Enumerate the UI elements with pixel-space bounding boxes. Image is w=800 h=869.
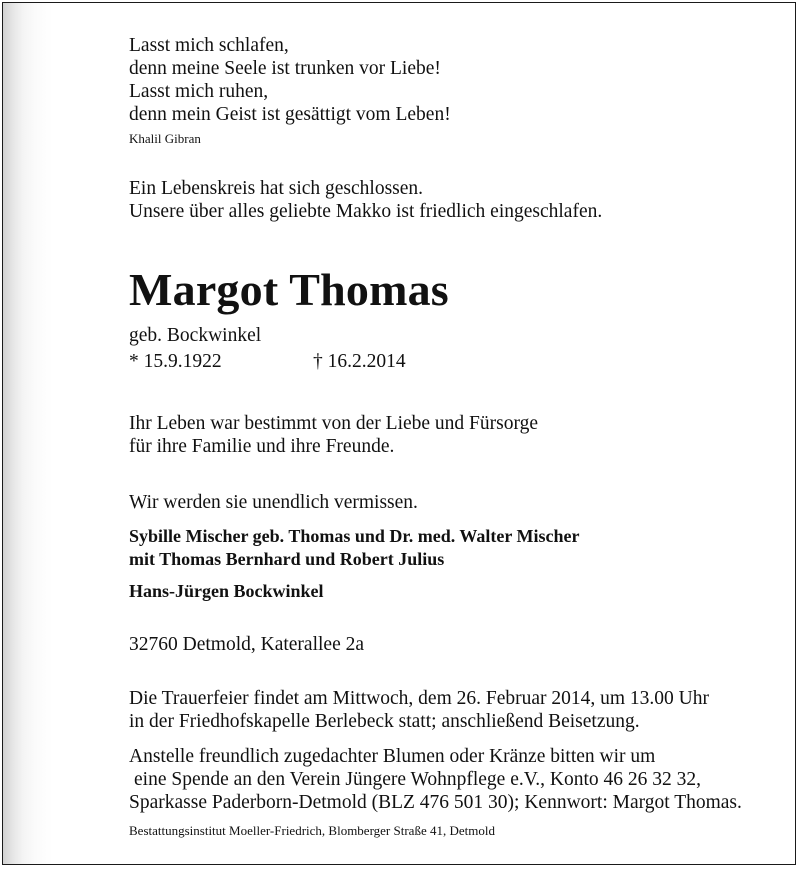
maiden-name: geb. Bockwinkel — [129, 325, 262, 346]
poem-line: denn mein Geist ist gesättigt vom Leben! — [129, 104, 451, 125]
funeral-line: Die Trauerfeier findet am Mittwoch, dem 26. Februar 2014, um 13.00 Uhr — [129, 688, 710, 709]
poem-author: Khalil Gibran — [129, 131, 201, 146]
death-date: † 16.2.2014 — [313, 351, 406, 372]
address: 32760 Detmold, Katerallee 2a — [129, 634, 364, 655]
poem-line: Lasst mich ruhen, — [129, 81, 269, 102]
mourner-line: Sybille Mischer geb. Thomas und Dr. med. Walter Mischer — [129, 526, 580, 546]
life-line: Ihr Leben war bestimmt von der Liebe und Fürsorge — [129, 413, 539, 434]
obituary-notice — [2, 2, 796, 865]
funeral-line: in der Friedhofskapelle Berlebeck statt; anschließend Beisetzung. — [129, 711, 640, 732]
mourning-text: Wir werden sie unendlich vermissen. — [129, 492, 418, 513]
undertaker-info: Bestattungsinstitut Moeller-Friedrich, Blomberger Straße 41, Detmold — [129, 823, 495, 838]
donation-line: eine Spende an den Verein Jüngere Wohnpflege e.V., Konto 46 26 32 32, — [134, 769, 702, 790]
poem-line: denn meine Seele ist trunken vor Liebe! — [129, 58, 441, 79]
life-line: für ihre Familie und ihre Freunde. — [129, 436, 395, 457]
intro-line: Unsere über alles geliebte Makko ist friedlich eingeschlafen. — [129, 201, 603, 222]
birth-date: * 15.9.1922 — [129, 351, 222, 372]
donation-line: Sparkasse Paderborn-Detmold (BLZ 476 501 30); Kennwort: Margot Thomas. — [129, 792, 742, 813]
poem-line: Lasst mich schlafen, — [129, 35, 289, 56]
deceased-name: Margot Thomas — [129, 264, 449, 315]
donation-line: Anstelle freundlich zugedachter Blumen oder Kränze bitten wir um — [129, 746, 656, 767]
mourner-line: Hans-Jürgen Bockwinkel — [129, 581, 324, 601]
intro-line: Ein Lebenskreis hat sich geschlossen. — [129, 178, 424, 199]
mourner-line: mit Thomas Bernhard und Robert Julius — [129, 549, 445, 569]
